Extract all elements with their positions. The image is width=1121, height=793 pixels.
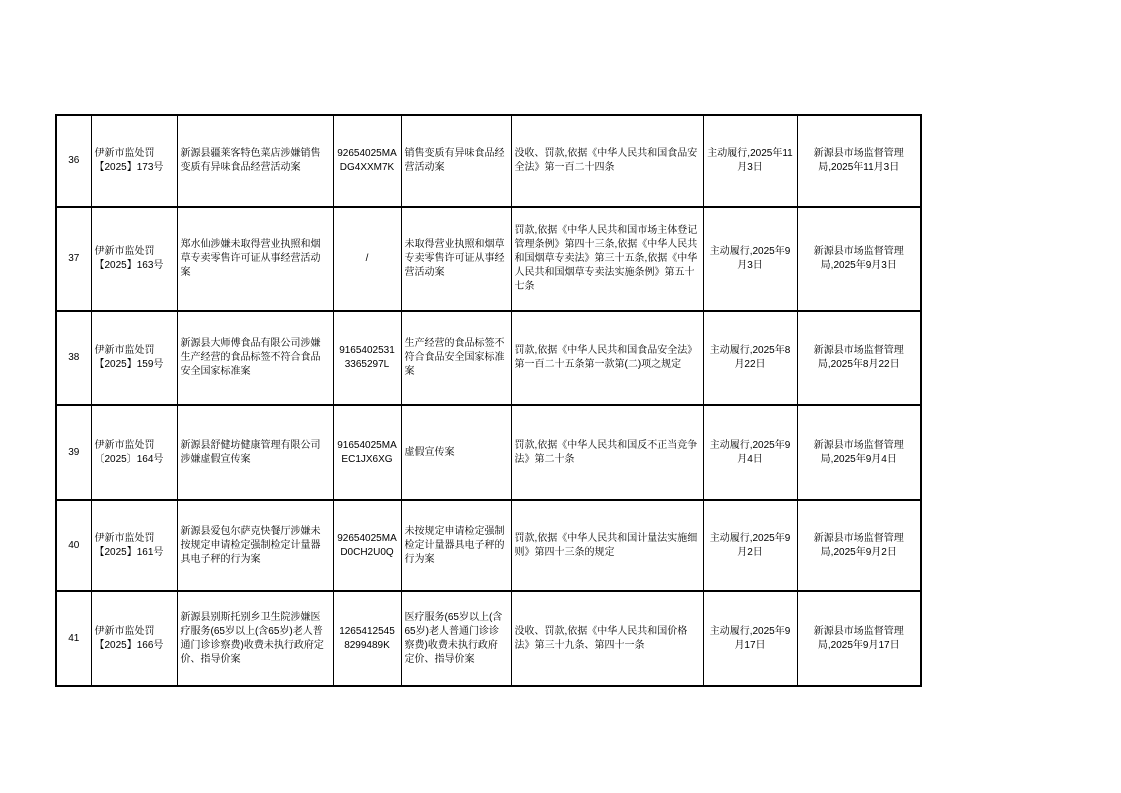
authority-cell: 新源县市场监督管理局,2025年8月22日	[797, 311, 921, 405]
table-row	[56, 311, 921, 405]
serial-cell: 40	[56, 500, 91, 591]
doc-number-cell: 伊新市监处罚【2025】166号	[91, 591, 177, 686]
authority-cell: 新源县市场监督管理局,2025年9月4日	[797, 405, 921, 500]
case-name-cell: 新源县爱包尔萨克快餐厅涉嫌未按规定申请检定强制检定计量器具电子秤的行为案	[177, 500, 333, 591]
table-row	[56, 115, 921, 207]
serial-cell: 37	[56, 207, 91, 311]
doc-number-cell: 伊新市监处罚【2025】161号	[91, 500, 177, 591]
case-name-cell: 新源县大师傅食品有限公司涉嫌生产经营的食品标签不符合食品安全国家标准案	[177, 311, 333, 405]
penalty-basis-cell: 罚款,依据《中华人民共和国市场主体登记管理条例》第四十三条,依据《中华人民共和国烟草专卖法》第三十五条,依据《中华人民共和国烟草专卖法实施条例》第五十七条	[511, 207, 703, 311]
serial-cell: 41	[56, 591, 91, 686]
authority-cell: 新源县市场监督管理局,2025年9月2日	[797, 500, 921, 591]
case-name-cell: 新源县别斯托别乡卫生院涉嫌医疗服务(65岁以上(含65岁)老人普通门诊诊察费)收费未执行政府定价、指导价案	[177, 591, 333, 686]
credit-code-cell: 92654025MADG4XXM7K	[333, 115, 401, 207]
table-row	[56, 207, 921, 311]
case-name-cell: 新源县舒健坊健康管理有限公司涉嫌虚假宣传案	[177, 405, 333, 500]
doc-number-cell: 伊新市监处罚【2025】163号	[91, 207, 177, 311]
serial-cell: 38	[56, 311, 91, 405]
credit-code-cell: 91654025313365297L	[333, 311, 401, 405]
table-row	[56, 405, 921, 500]
credit-code-cell: /	[333, 207, 401, 311]
penalty-basis-cell: 罚款,依据《中华人民共和国计量法实施细则》第四十三条的规定	[511, 500, 703, 591]
administrative-penalty-table	[55, 114, 922, 687]
fulfillment-cell: 主动履行,2025年9月4日	[703, 405, 797, 500]
case-name-cell: 新源县疆莱客特色菜店涉嫌销售变质有异味食品经营活动案	[177, 115, 333, 207]
violation-type-cell: 生产经营的食品标签不符合食品安全国家标准案	[401, 311, 511, 405]
fulfillment-cell: 主动履行,2025年9月17日	[703, 591, 797, 686]
table-row	[56, 591, 921, 686]
credit-code-cell: 92654025MAD0CH2U0Q	[333, 500, 401, 591]
penalty-basis-cell: 罚款,依据《中华人民共和国反不正当竞争法》第二十条	[511, 405, 703, 500]
authority-cell: 新源县市场监督管理局,2025年9月17日	[797, 591, 921, 686]
violation-type-cell: 未取得营业执照和烟草专卖零售许可证从事经营活动案	[401, 207, 511, 311]
authority-cell: 新源县市场监督管理局,2025年11月3日	[797, 115, 921, 207]
penalty-basis-cell: 没收、罚款,依据《中华人民共和国价格法》第三十九条、第四十一条	[511, 591, 703, 686]
serial-cell: 36	[56, 115, 91, 207]
penalty-basis-cell: 罚款,依据《中华人民共和国食品安全法》第一百二十五条第一款第(二)项之规定	[511, 311, 703, 405]
credit-code-cell: 91654025MAEC1JX6XG	[333, 405, 401, 500]
doc-number-cell: 伊新市监处罚【2025】159号	[91, 311, 177, 405]
violation-type-cell: 销售变质有异味食品经营活动案	[401, 115, 511, 207]
doc-number-cell: 伊新市监处罚〔2025〕164号	[91, 405, 177, 500]
authority-cell: 新源县市场监督管理局,2025年9月3日	[797, 207, 921, 311]
fulfillment-cell: 主动履行,2025年8月22日	[703, 311, 797, 405]
violation-type-cell: 医疗服务(65岁以上(含65岁)老人普通门诊诊察费)收费未执行政府定价、指导价案	[401, 591, 511, 686]
violation-type-cell: 未按规定申请检定强制检定计量器具电子秤的行为案	[401, 500, 511, 591]
fulfillment-cell: 主动履行,2025年9月2日	[703, 500, 797, 591]
violation-type-cell: 虚假宣传案	[401, 405, 511, 500]
fulfillment-cell: 主动履行,2025年11月3日	[703, 115, 797, 207]
table-row	[56, 500, 921, 591]
doc-number-cell: 伊新市监处罚【2025】173号	[91, 115, 177, 207]
credit-code-cell: 12654125458299489K	[333, 591, 401, 686]
fulfillment-cell: 主动履行,2025年9月3日	[703, 207, 797, 311]
serial-cell: 39	[56, 405, 91, 500]
penalty-basis-cell: 没收、罚款,依据《中华人民共和国食品安全法》第一百二十四条	[511, 115, 703, 207]
case-name-cell: 郑水仙涉嫌未取得营业执照和烟草专卖零售许可证从事经营活动案	[177, 207, 333, 311]
